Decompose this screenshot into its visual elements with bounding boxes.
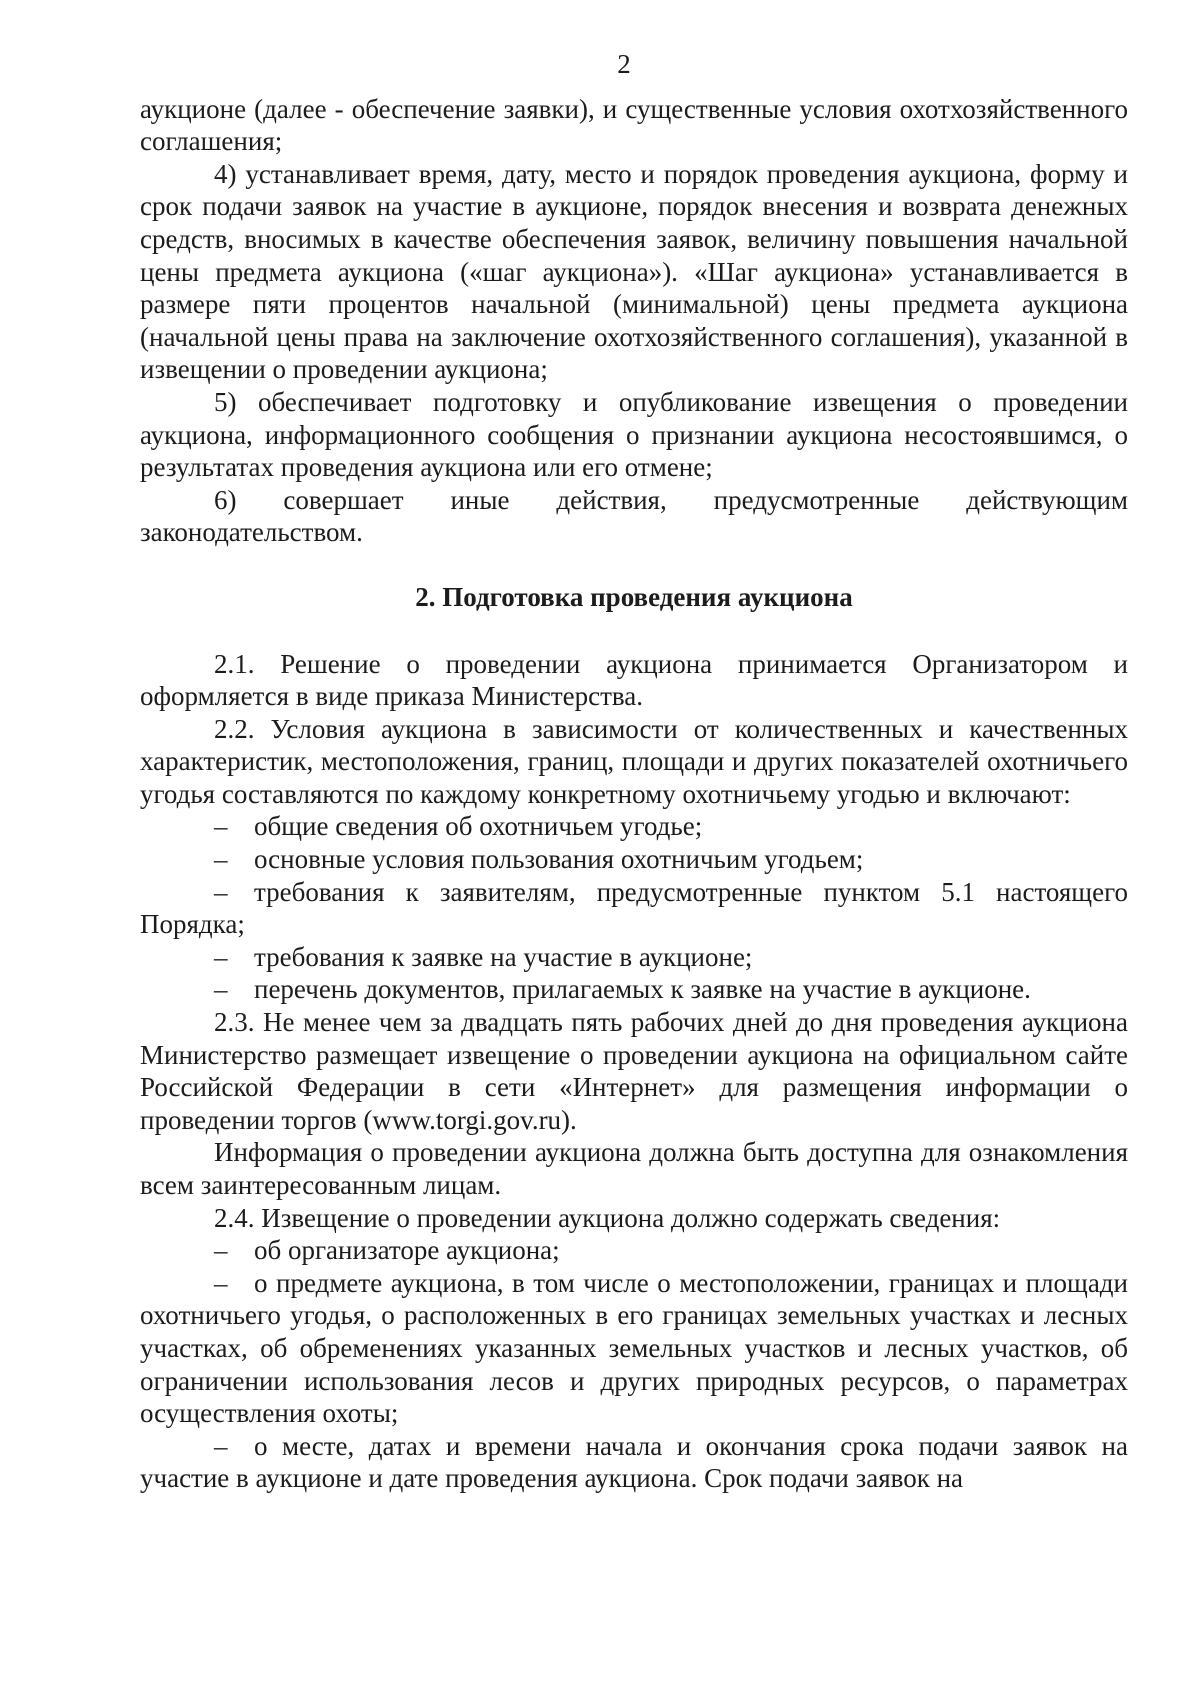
list-item	[140, 941, 1128, 974]
list-item	[140, 1267, 1128, 1430]
list-item-text: о предмете аукциона, в том числе о местоположении, границах и площади охотничьего угодья, о расположенных в его границах земельных участках и лесных участках, об обременениях указанных земельных участков и лесных участков, об ограничении использования лесов и других природных ресурсов, о параметрах осуществления охоты;	[140, 1267, 1128, 1429]
paragraph-2-1: 2.1. Решение о проведении аукциона принимается Организатором и оформляется в виде приказа Министерства.	[140, 648, 1128, 712]
list-item-text: требования к заявителям, предусмотренные пунктом 5.1 настоящего Порядка;	[140, 876, 1128, 940]
paragraph-2-3: 2.3. Не менее чем за двадцать пять рабочих дней до дня проведения аукциона Министерство размещает извещение о проведении аукциона на официальном сайте Российской Федерации в сети «Интернет» для размещения информации о проведении торгов (www.torgi.gov.ru).	[140, 1007, 1128, 1135]
paragraph-item-5: 5) обеспечивает подготовку и опубликование извещения о проведении аукциона, информационного сообщения о признании аукциона несостоявшимся, о результатах проведения аукциона или его отмене;	[140, 386, 1128, 483]
list-item-text: перечень документов, прилагаемых к заявке на участие в аукционе.	[254, 974, 1031, 1005]
list-item-text: требования к заявке на участие в аукционе;	[254, 941, 753, 972]
list-item	[140, 1234, 1128, 1267]
list-item	[140, 876, 1128, 941]
paragraph-2-2: 2.2. Условия аукциона в зависимости от количественных и качественных характеристик, местоположения, границ, площади и других показателей охотничьего угодья составляются по каждому конкретному охотничьему угодью и включают:	[140, 713, 1128, 809]
paragraph-continuation: аукционе (далее - обеспечение заявки), и существенные условия охотхозяйственного соглашения;	[140, 93, 1128, 157]
paragraph-item-6: 6) совершает иные действия, предусмотренные действующим законодательством.	[140, 484, 1128, 548]
list-item	[140, 973, 1128, 1006]
section-heading: 2. Подготовка проведения аукциона	[415, 581, 853, 612]
dash-mark: –	[214, 844, 228, 875]
list-item-text: о месте, датах и времени начала и окончания срока подачи заявок на участие в аукционе и дате проведения аукциона. Срок подачи заявок на	[140, 1430, 1128, 1494]
paragraph-info: Информация о проведении аукциона должна быть доступна для ознакомления всем заинтересованным лицам.	[140, 1137, 1128, 1200]
list-item	[140, 810, 1128, 843]
page-number: 2	[617, 49, 631, 79]
list-item	[140, 843, 1128, 876]
dash-mark: –	[214, 974, 228, 1005]
paragraph-item-4: 4) устанавливает время, дату, место и порядок проведения аукциона, форму и срок подачи заявок на участие в аукционе, порядок внесения и возврата денежных средств, вносимых в качестве обеспечения заявок, величину повышения начальной цены предмета аукциона («шаг аукциона»). «Шаг аукциона» устанавливается в размере пяти процентов начальной (минимальной) цены предмета аукциона (начальной цены права на заключение охотхозяйственного соглашения), указанной в извещении о проведении аукциона;	[140, 158, 1128, 385]
paragraph-2-4: 2.4. Извещение о проведении аукциона должно содержать сведения:	[214, 1202, 1001, 1233]
list-item-text: об организаторе аукциона;	[254, 1235, 560, 1266]
dash-mark: –	[214, 1267, 228, 1298]
dash-mark: –	[214, 1235, 228, 1266]
list-item	[140, 1430, 1128, 1495]
list-item-text: основные условия пользования охотничьим угодьем;	[254, 844, 864, 875]
dash-mark: –	[214, 941, 228, 972]
dash-mark: –	[214, 1430, 228, 1461]
dash-mark: –	[214, 876, 228, 907]
list-item-text: общие сведения об охотничьем угодье;	[254, 811, 703, 842]
dash-mark: –	[214, 811, 228, 842]
